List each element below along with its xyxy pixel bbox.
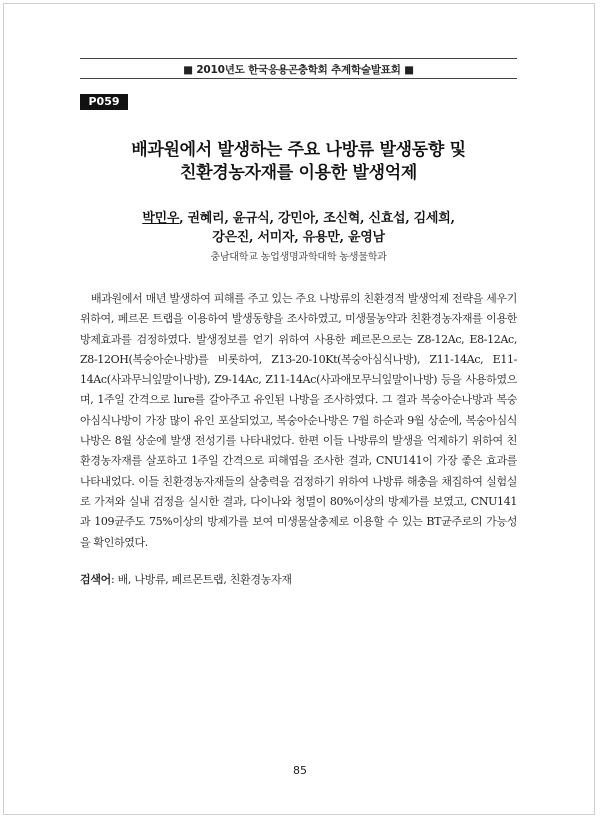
conference-header: ■ 2010년도 한국응용곤충학회 추계학술발표회 ■ <box>183 64 414 76</box>
paper-title-line-2: 친환경농자재를 이용한 발생억제 <box>180 163 417 183</box>
affiliation: 충남대학교 농업생명과학대학 농생물학과 <box>210 252 387 263</box>
poster-code-badge: P059 <box>80 94 128 110</box>
page-number: 85 <box>293 764 307 777</box>
keywords-separator: : <box>110 573 118 586</box>
author-list-line-2: 강은진, 서미자, 유용만, 윤영남 <box>212 230 385 245</box>
keywords-label: 검색어 <box>80 573 111 586</box>
paper-title-line-1: 배과원에서 발생하는 주요 나방류 발생동향 및 <box>131 140 466 160</box>
keywords-terms: 배, 나방류, 페르몬트랩, 친환경농자재 <box>117 573 292 586</box>
header-rule-bottom <box>80 78 517 79</box>
keywords <box>80 571 517 587</box>
header-rule-top <box>80 58 517 59</box>
co-authors: , 권혜리, 윤규식, 강민아, 조신혁, 신효섭, 김세희, <box>179 211 455 226</box>
presenting-author: 박민우 <box>142 211 180 226</box>
author-list-line-1 <box>80 207 517 226</box>
abstract-body: 배과원에서 매년 발생하여 피해를 주고 있는 주요 나방류의 친환경적 발생억제 전략을 세우기 위하여, 페르몬 트랩을 이용하여 발생동향을 조사하였고, 미생물농약과 친환경농자재를 이용한 방제효과를 검정하였다. 발생정보를 얻기 위하여 사용한 페르몬으로는 Z8-12Ac, E8-12Ac, Z8-12OH(복숭아순나방)를 비롯하여, Z13-20-10Kt(복숭아심식나방), Z11-14Ac, E11-14Ac(사과무늬잎말이나방), Z9-14Ac, Z11-14Ac(사과애모무늬잎말이나방) 등을 사용하였으며, 1주일 간격으로 lure를 갈아주고 유인된 나방을 조사하였다. 그 결과 복숭아순나방과 복숭아심식나방이 가장 많이 유인 포살되었고, 복숭아순나방은 7월 하순과 9월 상순에, 복숭아심식나방은 8월 상순에 발생 전성기를 나타내었다. 한편 이들 나방류의 발생을 억제하기 위하여 친환경농자재를 살포하고 1주일 간격으로 피해엽을 조사한 결과, CNU141이 가장 좋은 효과를 나타내었다. 이들 친환경농자재들의 살충력을 검정하기 위하여 나방류 해충을 채집하여 실험실로 가져와 실내 검정을 실시한 결과, 다이나와 청멸이 80%이상의 방제가를 보였고, CNU141과 109균주도 75%이상의 방제가를 보여 미생물살충제로 이용할 수 있는 BT균주로의 가능성을 확인하였다. <box>80 292 517 549</box>
